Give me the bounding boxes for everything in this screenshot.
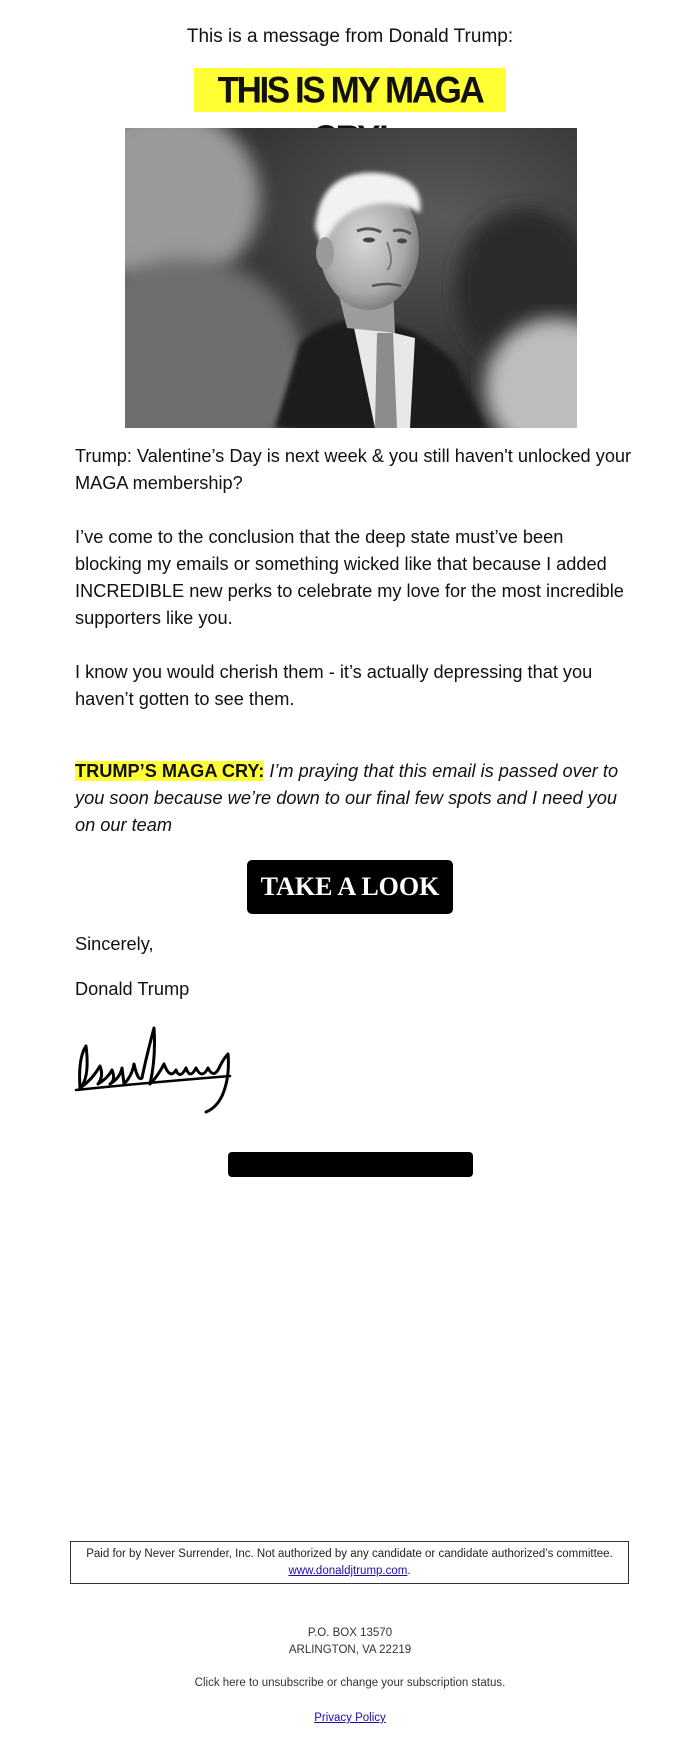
take-a-look-button[interactable]: TAKE A LOOK — [247, 860, 453, 914]
signature-image — [72, 1018, 242, 1114]
redacted-bar — [228, 1152, 473, 1177]
website-link[interactable]: www.donaldjtrump.com — [288, 1565, 408, 1577]
disclaimer-text: Paid for by Never Surrender, Inc. Not authorized by any candidate or candidate authorized’s committee. — [86, 1548, 613, 1560]
highlight-label: TRUMP’S MAGA CRY: — [75, 761, 265, 781]
website-suffix: . — [407, 1565, 411, 1577]
paragraph-2: I’ve come to the conclusion that the deep state must’ve been blocking my emails or something wicked like that because I added INCREDIBLE new perks to celebrate my love for the most incredible supporters like you. — [75, 527, 624, 628]
paid-for-disclaimer — [70, 1541, 629, 1584]
highlight-paragraph — [75, 758, 635, 839]
privacy-section — [0, 1712, 700, 1724]
headline: THIS IS MY MAGA — [217, 70, 483, 111]
intro-line: This is a message from Donald Trump: — [186, 26, 514, 47]
address-line-1: P.O. BOX 13570 — [307, 1627, 393, 1639]
paragraph-1: Trump: Valentine’s Day is next week & you still haven't unlocked your MAGA membership? — [75, 446, 632, 493]
address-line-2: ARLINGTON, VA 22219 — [288, 1644, 412, 1656]
unsubscribe-link[interactable]: Click here to unsubscribe or change your subscription status. — [194, 1677, 506, 1689]
paragraph-3: I know you would cherish them - it’s actually depressing that you haven’t gotten to see them. — [75, 662, 593, 709]
hero-photo — [125, 128, 577, 428]
sign-off: Sincerely, — [75, 934, 154, 954]
privacy-policy-link[interactable]: Privacy Policy — [314, 1712, 386, 1724]
portrait-image — [125, 128, 577, 428]
signer-name: Donald Trump — [75, 979, 190, 999]
highlight-text: I’m praying that this email is passed over to you soon because we’re down to our final few spots and I need you on our team — [75, 761, 619, 835]
